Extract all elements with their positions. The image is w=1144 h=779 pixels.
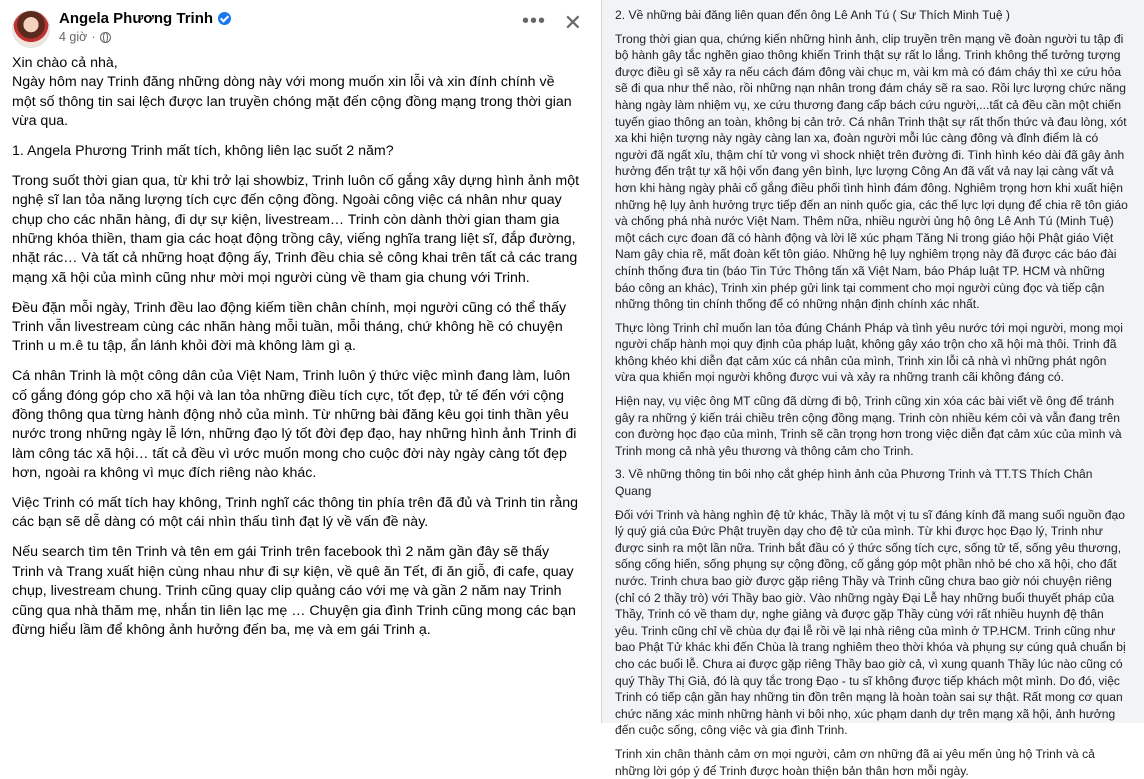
image-paragraph: 2. Về những bài đăng liên quan đến ông Lê Anh Tú ( Sư Thích Minh Tuệ ) [615, 8, 1010, 22]
post-paragraph: Cá nhân Trinh là một công dân của Việt Nam, Trinh luôn ý thức việc mình đang làm, luôn cố gắng đóng góp cho xã hội và lan tỏa những điều tích cực, tốt đẹp, tử tế đến với cộng đồng thông qua từng hành động nhỏ của mình. Từ những bài đăng kêu gọi tinh thần yêu nước trong những ngày lễ lớn, những đạo lý tốt đời đẹp đạo, hay những hình ảnh Trinh đi làm công tác xã hội… tất cả đều vì ước muốn mong cho cuộc đời này ngày càng tốt đẹp hơn, ngoài ra không vì mục đích riêng nào khác. [12, 368, 577, 482]
post-meta [59, 30, 582, 44]
post-header [12, 0, 582, 54]
post-paragraph: Việc Trinh có mất tích hay không, Trinh nghĩ các thông tin phía trên đã đủ và Trinh tin rằng các bạn sẽ dễ dàng có một cái nhìn thấu tình đạt lý về vấn đề này. [12, 495, 578, 531]
post-image[interactable] [601, 0, 1144, 778]
post-paragraph: Trong suốt thời gian qua, từ khi trở lại showbiz, Trinh luôn cố gắng xây dựng hình ảnh một nghệ sĩ lan tỏa năng lượng tích cực đến cộng đồng. Ngoài công việc cá nhân như quay chụp cho các nhãn hàng, đi dự sự kiện, livestream… Trinh còn dành thời gian tham gia những khóa thiền, tham gia các hoạt động trồng cây, viếng nghĩa trang liệt sĩ, đắp đường, nhặt rác… Và tất cả những hoạt động ấy, Trinh đều chia sẻ công khai trên tất cả các trang mạng xã hội của mình cũng như mời mọi người cùng về tham gia chung với Trinh. [12, 172, 580, 286]
author-name[interactable]: Angela Phương Trinh [59, 10, 214, 27]
meta-separator: · [91, 30, 96, 44]
post-body [12, 54, 582, 640]
globe-icon[interactable] [100, 32, 111, 43]
close-icon[interactable]: ✕ [563, 10, 582, 35]
image-paragraph: Đối với Trinh và hàng nghìn đệ tử khác, Thầy là một vị tu sĩ đáng kính đã mang suối nguồn đạo lý quý giá của Đức Phật truyền dạy cho đệ tử của mình. Từ khi được học Đạo lý, Trinh như được sinh ra một lần nữa. Trinh bắt đầu có ý thức sống tích cực, sống tử tế, sống yêu thương, sống cống hiến, sống phụng sự cộng đồng, cố gắng góp một phần nhỏ bé cho xã hội, cho đất nước. Trinh chưa bao giờ được gặp riêng Thầy và Trinh cũng chưa bao giờ nói chuyện riêng (chỉ có 2 thầy trò) với Thầy bao giờ. Vào những ngày Đại Lễ hay những buổi thuyết pháp của Thầy, Trinh có về tham dự, nghe giảng và được gặp Thầy cùng với rất nhiều huynh đệ thân yêu. Trinh cũng chỉ về chùa dự đại lễ rồi về lại nhà riêng của mình ở TP.HCM. Trinh cũng như bao Phật Tử khác khi đến Chùa là trang nghiêm theo thời khóa và phụng sự cúng quả chuẩn bị cho các buổi lễ. Chưa ai được gặp riêng Thầy bao giờ cả, vì xung quanh Thầy lúc nào cũng có quý Thầy Thị Giả, đó là quy tắc trong Đạo - tu sĩ không được tiếp khách một mình. Do đó, việc Trinh có tiếp cận gần hay những tin đồn trên mạng là hoàn toàn sai sự thật. Rất mong cơ quan chức năng xác minh những hành vi bôi nhọ, xúc phạm danh dự trên mạng xã hội, ảnh hưởng đến cuộc sống, công việc và gia đình Trinh. [615, 507, 1126, 738]
image-paragraph: 3. Về những thông tin bôi nhọ cắt ghép hình ảnh của Phương Trinh và TT.TS Thích Chân Quang [615, 467, 1093, 499]
avatar[interactable] [12, 10, 50, 48]
image-paragraph: Thực lòng Trinh chỉ muốn lan tỏa đúng Chánh Pháp và tình yêu nước tới mọi người, mong mọi người chấp hành mọi quy định của pháp luật, không gây xáo trộn cho xã hội mà thôi. Trinh đã không khéo khi diễn đạt cảm xúc cá nhân của mình, Trinh xin lỗi cả nhà vì những phát ngôn vừa qua khiến mọi người không được vui và xảy ra những tranh cãi không đáng có. [615, 320, 1123, 385]
image-text [615, 7, 1128, 779]
post-paragraph: Đều đặn mỗi ngày, Trinh đều lao động kiếm tiền chân chính, mọi người cũng có thể thấy Trinh vẫn livestream cùng các nhãn hàng mỗi tuần, mỗi tháng, chứ không hề có chuyện Trinh u m.ê tu tập, ẩn lánh khỏi đời mà không làm gì ạ. [12, 299, 567, 355]
facebook-post [0, 0, 596, 723]
post-timestamp[interactable]: 4 giờ [59, 30, 88, 44]
image-paragraph: Trong thời gian qua, chứng kiến những hình ảnh, clip truyền trên mạng về đoàn người tu tập đi bộ hành gây tắc nghẽn giao thông khiến Trinh thật sự rất lo lắng. Trinh không thể tưởng tượng được điều gì sẽ xảy ra nếu cách đám đông vài chục m, vài km mà có đám cháy thì xe cứu hỏa sẽ đi qua như thế nào, rồi những nạn nhân trong đám cháy sẽ ra sao. Rồi lực lượng chức năng hàng ngày làm nhiệm vụ, xe cứu thương đang cấp bách cứu người,...tất cả đều cần một chiến tuyến giao thông an toàn, không bị cản trở. Cá nhân Trinh thật sự rất thổn thức và đau lòng, xót xa khi hiện tượng này ngày càng lan xa, đoàn người mỗi lúc càng đông và đỉnh điểm là có người đã ngất xỉu, thậm chí tử vong vì shock nhiệt trên đường đi. Tình hình kéo dài đã gây ảnh hưởng đến trật tự xã hội vốn đang yên bình, lực lượng Công An đã vất vả nay lại càng vất vả hơn khi hàng ngày phải cố gắng điều phối tình hình đám đông. Nghiêm trọng hơn khi xuất hiện những hệ lụy ảnh hưởng trực tiếp đến an ninh quốc gia, các thế lực lợi dụng để chia rẽ tôn giáo và chống phá nhà nước Việt Nam. Thêm nữa, nhiều người ủng hộ ông Lê Anh Tú (Minh Tuệ) một cách cực đoan đã có hành động và lời lẽ xúc phạm Tăng Ni trong giáo hội Phật giáo Việt Nam gây chia rẽ, mất đoàn kết tôn giáo. Những hệ lụy nghiêm trọng này đã được các báo đài chính thống đưa tin (báo Tin Tức Thông tấn xã Việt Nam, báo Pháp luật TP. HCM và những báo công an khác), Trinh xin phép gửi link tại comment cho mọi người cùng đọc và tiếp cận những thông tin chính thống để có những nhận định chính xác nhất. [615, 31, 1128, 312]
post-paragraph: Xin chào cả nhà, Ngày hôm nay Trinh đăng những dòng này với mong muốn xin lỗi và xin đính chính về một số thông tin sai lệch được lan truyền chóng mặt đến cộng đồng mạng trong thời gian vừa qua. [12, 55, 572, 130]
post-paragraph: Nếu search tìm tên Trinh và tên em gái Trinh trên facebook thì 2 năm gần đây sẽ thấy Trinh và Trang xuất hiện cùng nhau như đi sự kiện, về quê ăn Tết, đi ăn giỗ, đi cafe, quay chụp, livestream chung. Trinh cũng quay clip quảng cáo với mẹ và gần 2 năm nay Trinh cũng qua nhà thăm mẹ, nhắn tin liên lạc mẹ … Chuyện gia đình Trinh cũng mong các bạn đừng hiểu lầm để không ảnh hưởng đến ba, mẹ và em gái Trinh ạ. [12, 544, 576, 638]
image-paragraph: Hiện nay, vụ việc ông MT cũng đã dừng đi bộ, Trinh cũng xin xóa các bài viết về ông để tránh gây ra những ý kiến trái chiều trên cộng đồng mạng. Trinh còn nhiều kém cỏi và vẫn đang trên con đường học đạo của mình, Trinh sẽ cần trọng hơn trong việc diễn đạt cảm xúc của mình và Trinh mong cả nhà yêu thương và thông cảm cho Trinh. [615, 394, 1122, 458]
more-options-icon[interactable]: ••• [521, 10, 546, 32]
post-paragraph: 1. Angela Phương Trinh mất tích, không liên lạc suốt 2 năm? [12, 143, 394, 160]
image-paragraph: Trinh xin chân thành cảm ơn mọi người, cảm ơn những đã ai yêu mến ủng hộ Trinh và cả những lời góp ý để Trinh được hoàn thiện bản thân hơn mỗi ngày. [615, 746, 1095, 778]
verified-badge-icon [218, 12, 231, 25]
author-block [59, 9, 582, 44]
author-line [59, 9, 582, 32]
